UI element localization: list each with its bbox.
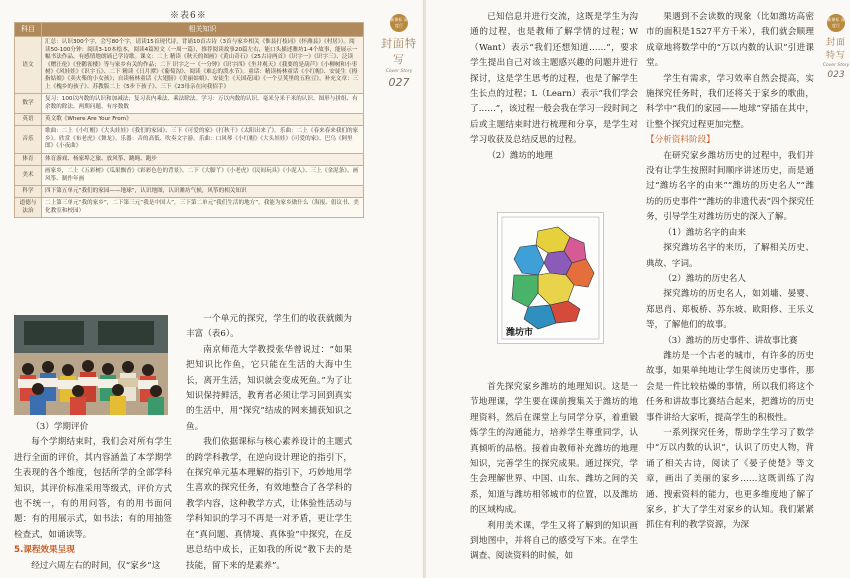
table-cell-subject: 音乐 (15, 126, 42, 153)
table-cell-knowledge: 英文歌《Where Are Your From》 (42, 114, 364, 126)
table-row (15, 153, 364, 165)
table-cell-knowledge: 二上第三单元“我的家乡”，二下第三元“我是中国人”，三下第二单元“我们生活的地方”，我能为家乡做什么（海报、倡议书、美化教室和校园） (42, 198, 364, 218)
right-column-b (646, 10, 814, 534)
section-subtitle: Cover Story (385, 69, 413, 74)
table-cell-subject: 美术 (15, 166, 42, 186)
section-title: 封面特写 (381, 37, 417, 66)
paragraph: 一系列探究任务，帮助学生学习了数学中“万以内数的认识”，认识了历史人物，背诵了相关古诗，阅读了《晏子使楚》等文章，画出了美丽的家乡……这既训练了沟通、搜索资料的能力，也更多维度地了解了家乡，扩大了学生对家乡的认知。我们紧紧抓住有利的教学资源，为深 (646, 427, 814, 531)
paragraph: 潍坊是一个古老的城市，有许多的历史故事，如果单纯地让学生阅读历史事件，那会是一件比较枯燥的事情，所以我们将这个任务和讲故事比赛结合起来，把潍坊的历史事件讲给大家听，提高学生的积极性。 (646, 350, 814, 423)
table-row (15, 126, 364, 153)
paragraph: 探究潍坊名字的来历，了解相关历史、典故、字词。 (646, 243, 814, 269)
paragraph: 果遇到不会读数的现象（比如潍坊高密市的面积是1527平方千米），我们就会顺理成章地将数学中的“万以内数的认识”引进课堂。 (646, 12, 814, 69)
paragraph: 探究潍坊的历史名人，如刘墉、晏婴、郑思肖、郑板桥、苏东坡、欧阳修、王乐义等，了解他们的故事。 (646, 289, 814, 331)
page-number-right: 023 (827, 70, 845, 80)
left-column-a (14, 420, 172, 574)
table-cell-knowledge: 体育游戏、杨家埠之旅、放风筝、跳绳、跑步 (42, 153, 364, 165)
paragraph: （3）学期评价 (31, 422, 89, 432)
paragraph: （1）潍坊名字的由来 (663, 227, 746, 238)
paragraph: 经过六周左右的时间，仅“家乡”这 (31, 560, 161, 571)
paragraph: 首先探究家乡潍坊的地理知识。这是一节地理课，学生要在课前搜集关于潍坊的地理资料，然后在课堂上与同学分享，着重锻炼学生的沟通能力，培养学生尊重同学，认真倾听的品格。接着由教师补充潍坊的地理知识，完善学生的探究成果。通过探究，学生会理解世界、中国、山东、潍坊之间的关系，知道与潍坊相邻城市的位置，以及潍坊的区域构成。 (470, 382, 638, 516)
paragraph: 每个学期结束时，我们会对所有学生进行全面的评价，其内容涵盖了本学期学生表现的各个维度，包括所学的全部学科知识，其评价标准采用等级式，评价方式也不统一，有的用问答，有的用书面问题：有的用展示式，如书法；有的用抽签检查式，如诵读等。 (14, 437, 172, 540)
classroom-photo-drawing (14, 315, 168, 415)
paragraph: （2）潍坊的历史名人 (663, 273, 746, 284)
paragraph: 利用美术课，学生又将了解到的知识画到地图中，并将自己的感受写下来。在学生调查、阅读资料的时候，如 (470, 520, 638, 562)
table-header-subject: 科目 (15, 23, 42, 37)
weifang-map-drawing (498, 213, 603, 343)
table-cell-knowledge: 画家乡，二上《五彩树》《瓜果飘香》《彩彩色色的背景》、二下《大脚丫》《小老虎》《民间玩具》《小泥人》、三上《金泥条》、画风筝、制作年画 (42, 166, 364, 186)
table-row (15, 198, 364, 218)
table-cell-knowledge: 汇总：认识300个字，会写80个字，请读15首现代诗，背诵10首古诗（3首与家乡相关《惟县打枝词》《怀潍县》《村居》）。阅读50-100分钟：阅读3-10本绘本，阅读4篇短文（一周一篇），推荐阅读故事20篇左右，能口头描述潍坊1-4个故事，能展示一幅书法作品，有感情地朗诵已学诗歌。课文：二上 精读《秋天的图画》《黄山奇石》《25古诗两首》《识字一》《识字三》、泛读《赠汪伦》《登鹳雀楼》等与家乡有关的作品；二下 识字之一《一分钟》《识字四》《坐井观天》《我要的是葫芦》《小柳树和小枣树》《风娃娃》《识字五》、二下 精读《日月潭》《葡萄沟》、阅读《难忘的泼水节》。童话：精读杨林童话《小红帽》、安徒生《拇指姑娘》《卖火柴的小女孩》；自读杨林童话《大翅膀》《美丽姑娘》、安徒生《天国花园》《一个豆荚里的五粒豆》。补充文章：三上《槐乡的孩子》、苏教版二上《5步下孩子》、三下《23母亲在向我招手》 (42, 37, 364, 94)
left-column-b (186, 312, 352, 574)
table-cell-subject: 英语 (15, 114, 42, 126)
column-seal: 新课标 深度行 (390, 14, 408, 32)
section-heading: 5.课程效果呈现 (14, 545, 75, 556)
stage-heading: 【分析资料阶段】 (646, 135, 715, 146)
table-row (15, 37, 364, 94)
table-cell-subject: 科学 (15, 185, 42, 197)
right-column-a-top (470, 10, 638, 164)
paragraph: 南京师范大学教授张华曾说过：“如果把知识比作鱼，它只能在生活的大海中生长，离开生活，知识就会变成死鱼。”为了让知识保持鲜活，教育者必须让学习回到真实的生活中，用“探究”结成的网来捕获知识之鱼。 (186, 344, 352, 432)
paragraph: （3）潍坊的历史事件、讲故事比赛 (663, 335, 798, 346)
table-row (15, 166, 364, 186)
map-label: 潍坊市 (506, 328, 534, 338)
table-body (15, 37, 364, 218)
left-page (0, 0, 424, 578)
table-header-knowledge: 相关知识 (42, 23, 364, 37)
sub-heading: （2）潍坊的地理 (487, 150, 553, 161)
paragraph: 一个单元的探究，学生们的收获就颇为丰富（表6）。 (186, 314, 352, 340)
table-cell-subject: 语文 (15, 37, 42, 94)
table-cell-knowledge: 复习：100以内数的认识和加减法；复习表内乘法、乘法除法。学习：万以内数的认识、毫米分米千米的认识、图形与拼组、有余数的除法、两期问题、有序数数 (42, 94, 364, 114)
section-subtitle-right: Cover Story (822, 63, 850, 68)
right-page (426, 0, 850, 578)
table-header-row (15, 23, 364, 37)
column-seal-right: 新课标 深度行 (827, 14, 845, 32)
weifang-map (497, 212, 604, 344)
table-cell-knowledge: 歌曲：二上《小红帽》《大头娃娃》《我们的家园》、三下《可爱的家》《打秋千》《太阳出来了》。乐曲：二上《春来春来我们的家乡》。欣赏《布老虎》《舞龙》。乐器：音的高低、吹奏文字游。乐曲：口风琴《小红帽》《大头娃娃》《可爱的家》、巴乌《阿里郎》《小夜曲》 (42, 126, 364, 153)
paragraph: 在研究家乡潍坊历史的过程中，我们并没有让学生按照时间顺序讲述历史，而是通过“潍坊名字的由来”“潍坊的历史名人”“潍坊的历史事件”“潍坊的非遗代表”四个探究任务，引导学生对潍坊历史的深入了解。 (646, 150, 814, 223)
section-title-right: 封面特写 (825, 38, 846, 61)
paragraph: 我们依据课标与核心素养设计的主题式的跨学科教学，在逆向设计理论的指引下，在探究单元基本理解的指引下，巧妙地用学生喜欢的探究任务，有效地整合了各学科的教学内容，这种教学方式，让体验性活动与学科知识的学习不再是一对矛盾，更让学生在“真问题、真情境、真体验”中探究，在反思总结中成长，正如我的所说“教下去的是技能，留下来的是素养”。 (186, 437, 352, 571)
section-tab-right (822, 14, 850, 80)
table-row (15, 94, 364, 114)
page-number: 027 (388, 76, 410, 89)
table-cell-subject: 道德与法治 (15, 198, 42, 218)
paragraph: 学生有需求，学习效率自然会提高，实施探究任务时，我们还将关于家乡的歌曲，科学中“我们的家园——地球”穿插在其中，让整个探究过程更加完整。 (646, 73, 814, 130)
table-cell-knowledge: 四下第五单元“我们的家园——地球”，认识地图，认识潍坊气候，风筝的相关知识 (42, 185, 364, 197)
table-row (15, 114, 364, 126)
right-column-a-bottom (470, 380, 638, 565)
table-cell-subject: 数学 (15, 94, 42, 114)
subject-knowledge-table (14, 22, 364, 218)
paragraph: 已知信息并进行交流，这既是学生为沟通的过程，也是教师了解学情的过程；W（Want）表示“我们还想知道……”，要求学生提出自己对该主题感兴趣的问题并进行探讨，这是学生思考的过程，也是了解学生生长点的过程；L（Learn）表示“我们学会了……”，该过程一般会我在学习一段时间之后或主题结束时进行梳理和分享，是学生对学习收获及总结反思的过程。 (470, 12, 638, 146)
section-tab (380, 14, 418, 89)
table-row (15, 185, 364, 197)
classroom-photo (14, 315, 168, 415)
table-cell-subject: 体育 (15, 153, 42, 165)
table-caption: ※表6※ (170, 11, 207, 21)
